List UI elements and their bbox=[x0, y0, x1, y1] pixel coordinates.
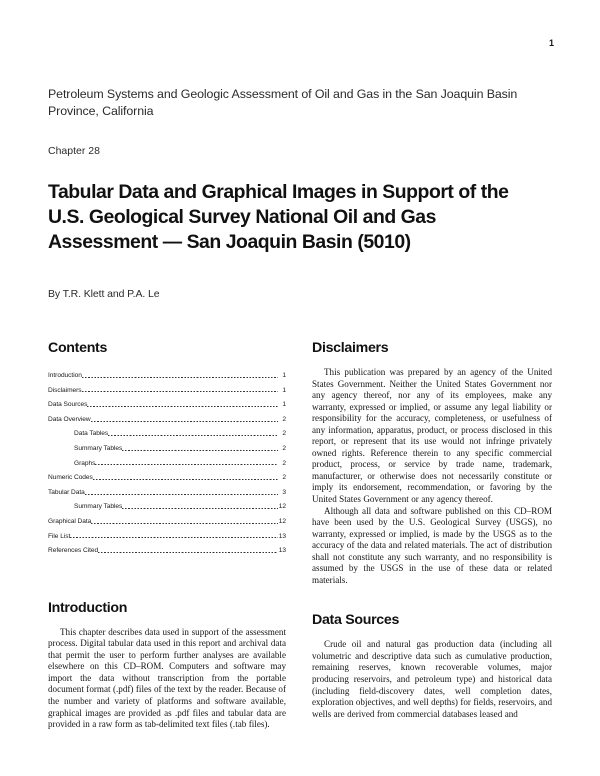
toc-leader-dots bbox=[70, 537, 277, 538]
toc-leader-dots bbox=[95, 464, 278, 465]
left-column bbox=[48, 340, 286, 731]
toc-entry[interactable] bbox=[48, 471, 286, 486]
toc-entry-label: Summary Tables bbox=[74, 444, 123, 452]
toc-leader-dots bbox=[91, 421, 278, 422]
toc-leader-dots bbox=[108, 435, 278, 436]
toc-entry-page: 2 bbox=[282, 415, 286, 423]
toc-entry-label: References Cited bbox=[48, 547, 99, 555]
toc-entry-label: Summary Tables bbox=[74, 503, 123, 511]
page-title: Tabular Data and Graphical Images in Support of the U.S. Geological Survey National Oil and Gas Assessment — San Joaquin Basin (5010) bbox=[48, 181, 509, 253]
toc-leader-dots bbox=[87, 406, 278, 407]
toc-entry-page: 13 bbox=[278, 547, 286, 555]
toc-entry-label: File List bbox=[48, 532, 71, 540]
toc-entry-page: 13 bbox=[278, 532, 286, 540]
section-spacer bbox=[312, 586, 552, 612]
toc-entry-page: 12 bbox=[278, 503, 286, 511]
toc-leader-dots bbox=[85, 494, 278, 495]
toc-entry[interactable] bbox=[48, 442, 286, 457]
toc-leader-dots bbox=[122, 450, 278, 451]
toc-entry-page: 2 bbox=[282, 474, 286, 482]
toc-entry-page: 12 bbox=[278, 517, 286, 525]
toc-entry[interactable] bbox=[48, 413, 286, 428]
section-spacer bbox=[48, 559, 286, 600]
toc-entry[interactable] bbox=[48, 427, 286, 442]
toc-entry-label: Tabular Data bbox=[48, 488, 85, 496]
toc-entry[interactable] bbox=[48, 457, 286, 472]
toc-entry-label: Disclaimers bbox=[48, 386, 82, 394]
toc-leader-dots bbox=[98, 552, 278, 553]
toc-entry-page: 2 bbox=[282, 459, 286, 467]
series-title: Petroleum Systems and Geologic Assessment of Oil and Gas in the San Joaquin Basin Province, California bbox=[48, 87, 518, 118]
toc-leader-dots bbox=[91, 523, 277, 524]
toc-leader-dots bbox=[122, 508, 277, 509]
toc-entry-label: Data Overview bbox=[48, 415, 91, 423]
toc-entry-page: 2 bbox=[282, 444, 286, 452]
toc-entry-label: Graphical Data bbox=[48, 517, 92, 525]
toc-entry[interactable] bbox=[48, 384, 286, 399]
disclaimers-heading: Disclaimers bbox=[312, 340, 389, 356]
toc-entry[interactable] bbox=[48, 515, 286, 530]
toc-entry-label: Data Sources bbox=[48, 401, 88, 409]
toc-entry[interactable] bbox=[48, 500, 286, 515]
toc-entry-label: Data Tables bbox=[74, 430, 109, 438]
toc-entry-label: Numeric Codes bbox=[48, 474, 93, 482]
toc-entry-page: 1 bbox=[282, 401, 286, 409]
toc-entry-page: 2 bbox=[282, 430, 286, 438]
table-of-contents bbox=[48, 369, 286, 559]
byline: By T.R. Klett and P.A. Le bbox=[48, 288, 160, 300]
toc-entry-page: 1 bbox=[282, 386, 286, 394]
introduction-paragraph: This chapter describes data used in support of the assessment process. Digital tabular data used in this report and archival data that permit the user to perform further analyses are available elsewhere on this CD–ROM. Computers and software may import the data without transcription from the portable document format (.pdf) files of the text by the reader. Because of the number and variety of platforms and software available, graphical images are provided as .pdf files and tabular data are provided in a raw form as tab-delimited text files (.tab files). bbox=[48, 626, 286, 730]
toc-entry-page: 3 bbox=[282, 488, 286, 496]
chapter-label: Chapter 28 bbox=[48, 145, 100, 157]
toc-leader-dots bbox=[82, 391, 278, 392]
data-sources-paragraph: Crude oil and natural gas production data (including all volumetric and descriptive data such as cumulative production, remaining reserves, known recoverable volumes, major producing reservoirs, and petroleum type) and historical data (including field-discovery dates, well completion dates, exploration objectives, and well depths) for fields, reservoirs, and wells are derived from commercial databases leased and bbox=[312, 639, 552, 719]
toc-entry[interactable] bbox=[48, 486, 286, 501]
toc-entry-page: 1 bbox=[282, 372, 286, 379]
toc-entry-label: Introduction bbox=[48, 372, 82, 379]
toc-entry[interactable] bbox=[48, 398, 286, 413]
right-column bbox=[312, 340, 552, 720]
toc-entry[interactable] bbox=[48, 530, 286, 545]
introduction-heading: Introduction bbox=[48, 599, 128, 616]
page-number: 1 bbox=[548, 38, 554, 48]
disclaimers-paragraph-2: Although all data and software published on this CD–ROM have been used by the U.S. Geological Survey (USGS), no warranty, expressed or implied, is made by the USGS as to the accuracy of the data and related materials. The act of distribution shall not constitute any such warranty, and no responsibility is assumed by the USGS in the use of these data or related materials. bbox=[312, 505, 552, 585]
toc-entry-label: Graphs bbox=[74, 459, 96, 467]
toc-leader-dots bbox=[82, 377, 278, 378]
data-sources-heading: Data Sources bbox=[312, 612, 400, 629]
contents-heading: Contents bbox=[48, 340, 108, 356]
disclaimers-paragraph-1: This publication was prepared by an agency of the United States Government. Neither the United States Government nor any agency thereof, nor any of its employees, make any warranty, expressed or implied, or assume any legal liability or responsibility for the accuracy, completeness, or usefulness of any information, apparatus, product, or process disclosed in this report, or represent that its use would not infringe privately owned rights. Reference therein to any specific commercial product, process, or service by trade name, trademark, manufacturer, or otherwise does not necessarily constitute or imply its endorsement, recommendation, or favoring by the United States Government or any agency thereof. bbox=[312, 367, 552, 505]
toc-entry[interactable] bbox=[48, 369, 286, 384]
toc-entry[interactable] bbox=[48, 544, 286, 559]
toc-leader-dots bbox=[93, 479, 278, 480]
